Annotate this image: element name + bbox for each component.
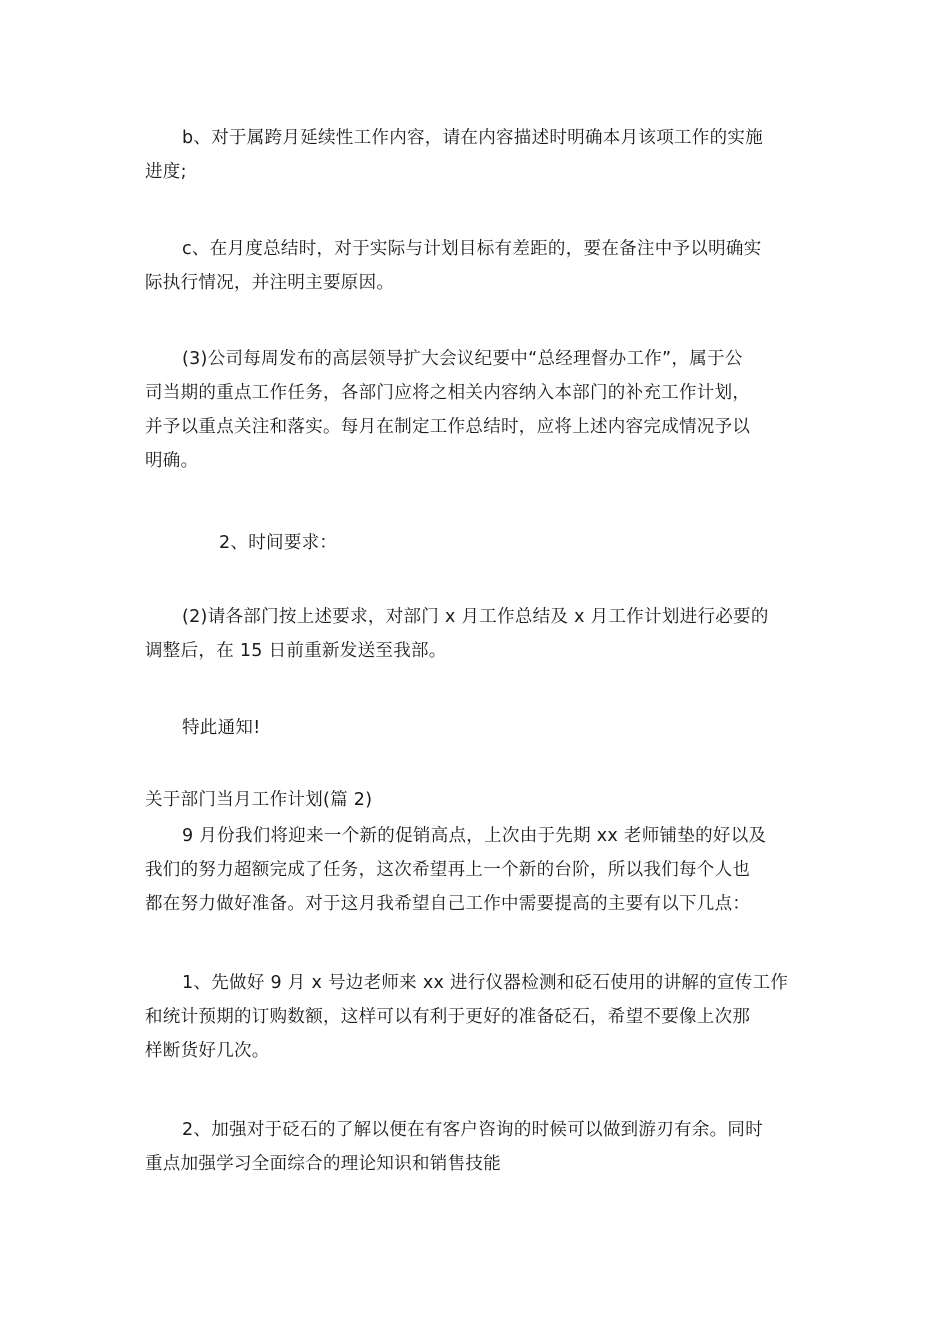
text-line: 际执行情况，并注明主要原因。 — [145, 273, 395, 293]
text-line: b、对于属跨月延续性工作内容，请在内容描述时明确本月该项工作的实施 — [182, 128, 764, 148]
text-line: 都在努力做好准备。对于这月我希望自己工作中需要提高的主要有以下几点： — [145, 894, 751, 914]
paragraph-b — [145, 121, 810, 189]
text-line: 样断货好几次。 — [145, 1041, 270, 1061]
notice-closing — [145, 711, 810, 745]
paragraph-point-2 — [145, 1113, 810, 1181]
text-line: (2)请各部门按上述要求，对部门 x 月工作总结及 x 月工作计划进行必要的 — [182, 607, 769, 627]
text-line: 进度; — [145, 162, 187, 182]
section-heading-time-requirements — [145, 526, 810, 560]
text-line: 并予以重点关注和落实。每月在制定工作总结时，应将上述内容完成情况予以 — [145, 417, 751, 437]
text-line: 我们的努力超额完成了任务，这次希望再上一个新的台阶，所以我们每个人也 — [145, 860, 751, 880]
article-title: 关于部门当月工作计划(篇 2) — [145, 790, 373, 810]
text-line: 和统计预期的订购数额，这样可以有利于更好的准备砭石，希望不要像上次那 — [145, 1007, 751, 1027]
paragraph-intro — [145, 819, 810, 921]
text-line: 1、先做好 9 月 x 号边老师来 xx 进行仪器检测和砭石使用的讲解的宣传工作 — [182, 973, 789, 993]
paragraph-2 — [145, 600, 810, 668]
text-line: 特此通知! — [182, 718, 261, 738]
paragraph-c — [145, 232, 810, 300]
text-line: 9 月份我们将迎来一个新的促销高点，上次由于先期 xx 老师铺垫的好以及 — [182, 826, 767, 846]
text-line: 2、时间要求： — [219, 533, 338, 553]
paragraph-point-1 — [145, 966, 810, 1068]
text-line: c、在月度总结时，对于实际与计划目标有差距的，要在备注中予以明确实 — [182, 239, 762, 259]
text-line: 重点加强学习全面综合的理论知识和销售技能 — [145, 1154, 501, 1174]
paragraph-3 — [145, 342, 810, 478]
text-line: 明确。 — [145, 451, 199, 471]
text-line: 司当期的重点工作任务，各部门应将之相关内容纳入本部门的补充工作计划， — [145, 383, 751, 403]
text-line: (3)公司每周发布的高层领导扩大会议纪要中“总经理督办工作”，属于公 — [182, 349, 743, 369]
text-line: 2、加强对于砭石的了解以便在有客户咨询的时候可以做到游刃有余。同时 — [182, 1120, 764, 1140]
text-line: 调整后，在 15 日前重新发送至我部。 — [145, 641, 447, 661]
